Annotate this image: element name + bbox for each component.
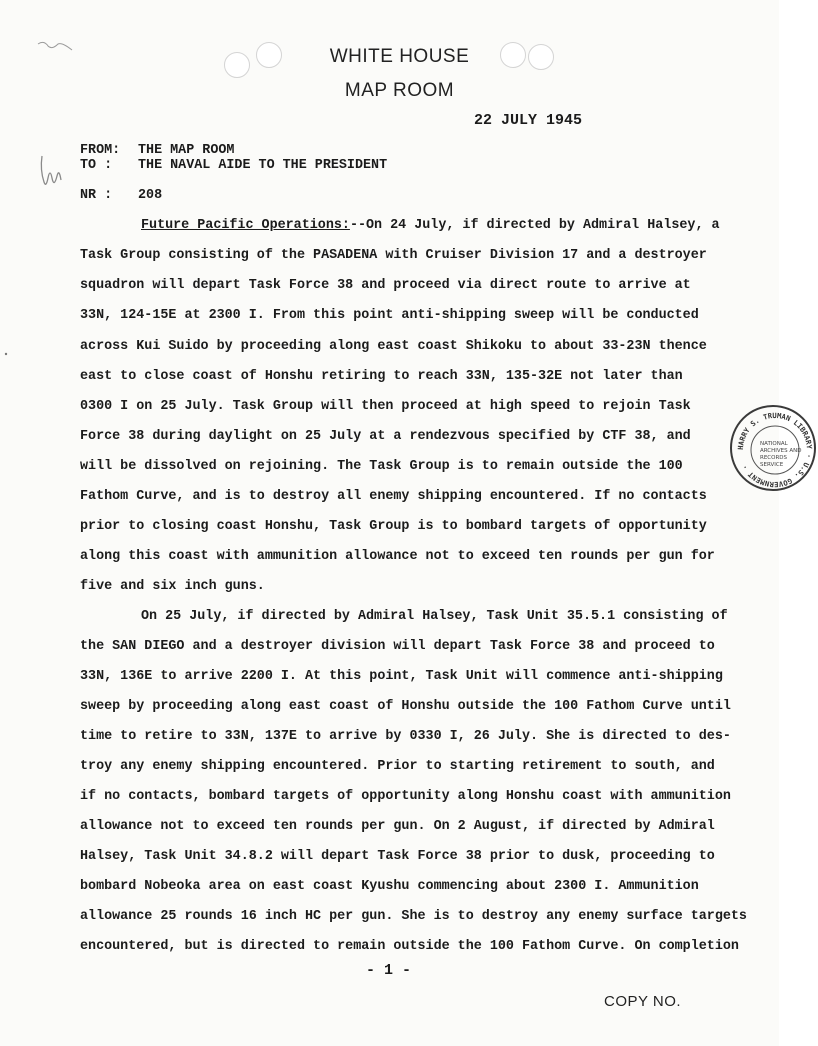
archive-stamp-graphic bbox=[732, 407, 818, 493]
body-line: time to retire to 33N, 137E to arrive by 0330 I, 26 July. She is directed to des- bbox=[80, 729, 731, 744]
body-line: allowance 25 rounds 16 inch HC per gun. She is to destroy any enemy surface targets bbox=[80, 909, 747, 924]
handwritten-initials bbox=[36, 152, 64, 196]
body-line: Task Group consisting of the PASADENA with Cruiser Division 17 and a destroyer bbox=[80, 248, 707, 263]
section-heading: Future Pacific Operations: bbox=[141, 218, 350, 233]
body-line: bombard Nobeoka area on east coast Kyushu commencing about 2300 I. Ammunition bbox=[80, 879, 699, 894]
body-line: will be dissolved on rejoining. The Task Group is to remain outside the 100 bbox=[80, 459, 683, 474]
body-line: encountered, but is directed to remain outside the 100 Fathom Curve. On completion bbox=[80, 939, 739, 954]
body-line: troy any enemy shipping encountered. Prior to starting retirement to south, and bbox=[80, 759, 715, 774]
body-line: Force 38 during daylight on 25 July at a rendezvous specified by CTF 38, and bbox=[80, 429, 691, 444]
body-line: On 25 July, if directed by Admiral Halsey, Task Unit 35.5.1 consisting of bbox=[141, 609, 728, 624]
body-line: Fathom Curve, and is to destroy all enemy shipping encountered. If no contacts bbox=[80, 489, 707, 504]
body-line: sweep by proceeding along east coast of Honshu outside the 100 Fathom Curve until bbox=[80, 699, 731, 714]
svg-text:ARCHIVES AND: ARCHIVES AND bbox=[760, 448, 802, 454]
body-line: the SAN DIEGO and a destroyer division will depart Task Force 38 and proceed to bbox=[80, 639, 715, 654]
memo-to-row bbox=[80, 158, 387, 173]
memo-from-row bbox=[80, 143, 234, 158]
paragraph-1-line-1: Future Pacific Operations:--On 24 July, if directed by Admiral Halsey, a bbox=[141, 218, 720, 233]
memo-nr-row bbox=[80, 188, 162, 203]
body-line: Halsey, Task Unit 34.8.2 will depart Task Force 38 prior to dusk, proceeding to bbox=[80, 849, 715, 864]
to-value: THE NAVAL AIDE TO THE PRESIDENT bbox=[138, 158, 388, 173]
to-label: TO : bbox=[80, 158, 113, 173]
body-line: 33N, 124-15E at 2300 I. From this point anti-shipping sweep will be conducted bbox=[80, 308, 699, 323]
body-line: 0300 I on 25 July. Task Group will then proceed at high speed to rejoin Task bbox=[80, 399, 691, 414]
svg-text:RECORDS: RECORDS bbox=[760, 455, 788, 461]
from-label: FROM: bbox=[80, 143, 121, 158]
svg-text:SERVICE: SERVICE bbox=[760, 462, 784, 468]
archive-stamp bbox=[730, 405, 816, 491]
body-line: if no contacts, bombard targets of opportunity along Honshu coast with ammunition bbox=[80, 789, 731, 804]
header-white-house: WHITE HOUSE bbox=[329, 46, 470, 67]
body-line: prior to closing coast Honshu, Task Group is to bombard targets of opportunity bbox=[80, 519, 707, 534]
svg-text:HARRY S. TRUMAN LIBRARY · U.S.: HARRY S. TRUMAN LIBRARY · U.S. GOVERNMENT · bbox=[735, 410, 815, 490]
body-line: along this coast with ammunition allowance not to exceed ten rounds per gun for bbox=[80, 549, 715, 564]
body-line: five and six inch guns. bbox=[80, 579, 265, 594]
document-date: 22 JULY 1945 bbox=[474, 112, 583, 129]
body-line: across Kui Suido by proceeding along east coast Shikoku to about 33-23N thence bbox=[80, 339, 707, 354]
nr-value: 208 bbox=[138, 188, 163, 203]
from-value: THE MAP ROOM bbox=[138, 143, 235, 158]
page-number: - 1 - bbox=[366, 962, 412, 979]
body-line: east to close coast of Honshu retiring to reach 33N, 135-32E not later than bbox=[80, 369, 683, 384]
body-line: 33N, 136E to arrive 2200 I. At this point, Task Unit will commence anti-shipping bbox=[80, 669, 723, 684]
body-line: allowance not to exceed ten rounds per gun. On 2 August, if directed by Admiral bbox=[80, 819, 715, 834]
margin-speck bbox=[4, 352, 8, 356]
copy-number-label: COPY NO. bbox=[604, 993, 682, 1010]
svg-text:NATIONAL: NATIONAL bbox=[760, 441, 788, 447]
body-line: squadron will depart Task Force 38 and proceed via direct route to arrive at bbox=[80, 278, 691, 293]
header-map-room: MAP ROOM bbox=[344, 80, 455, 101]
nr-label: NR : bbox=[80, 188, 113, 203]
